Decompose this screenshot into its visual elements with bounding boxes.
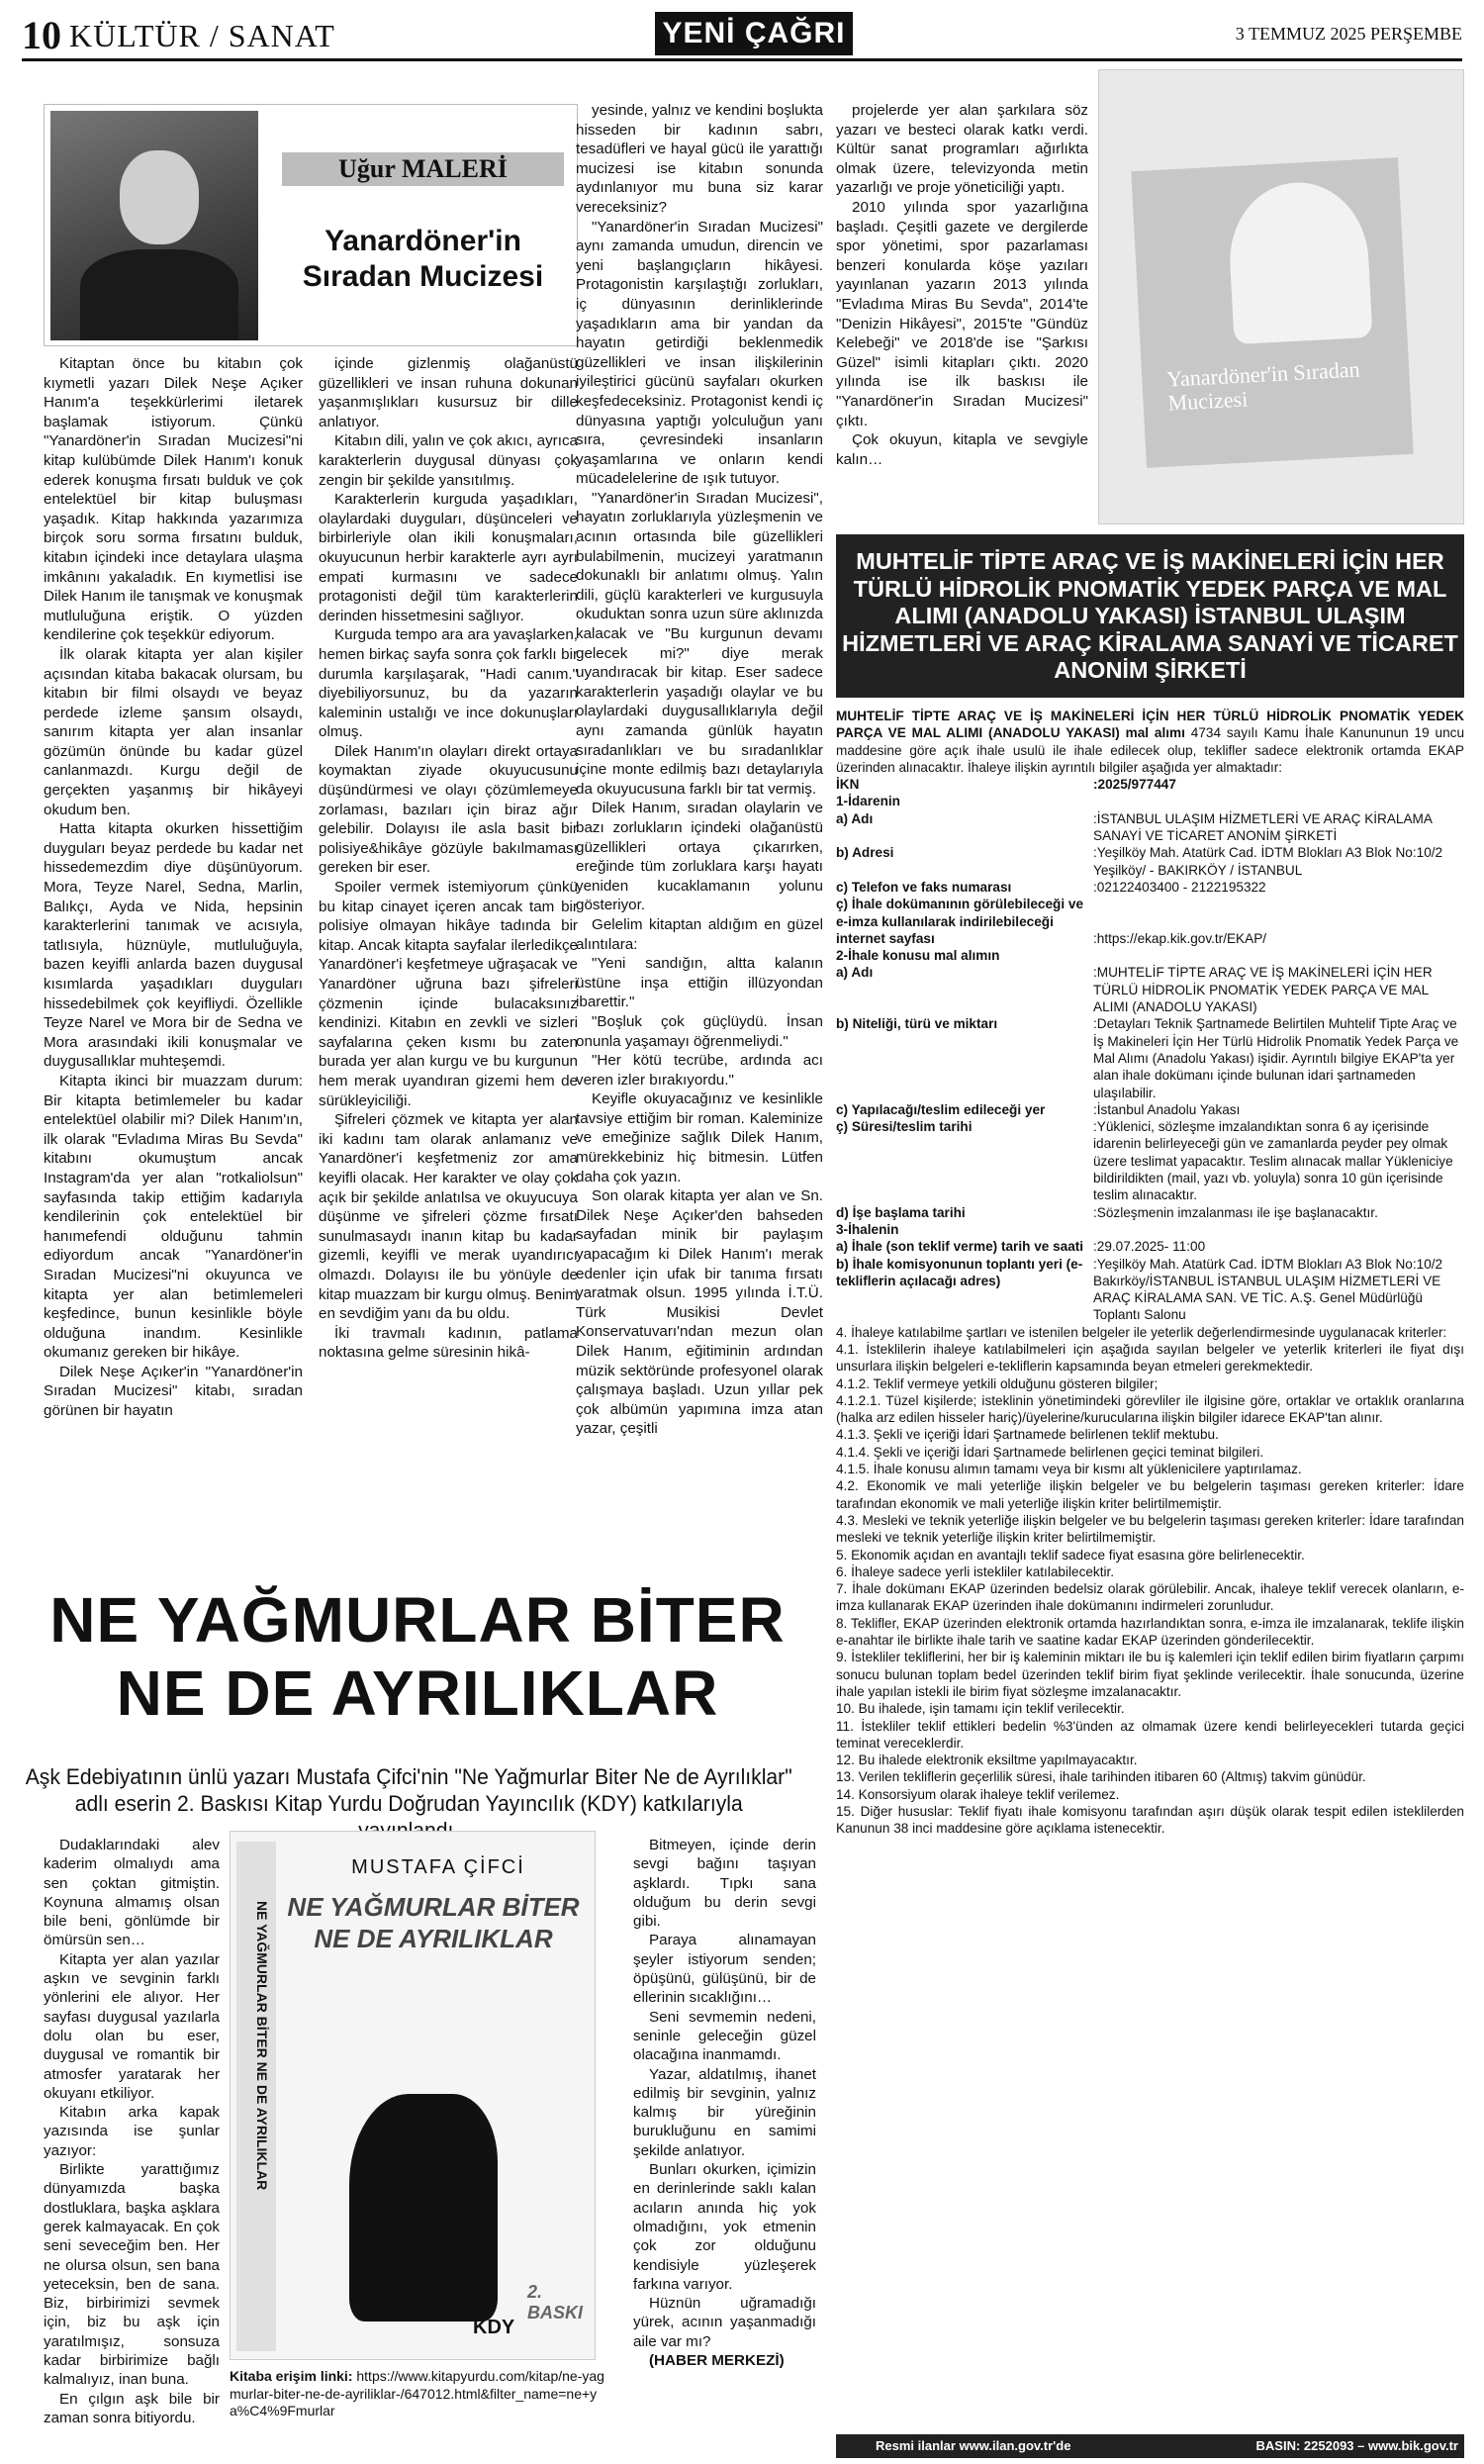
paragraph: projelerde yer alan şarkılara söz yazarı ve besteci olarak katkı verdi. Kültür sanat programları ağırlıkta olmak üzere, televizyonda metin yazarlığı ve proje yöneticiliği yaptı. bbox=[836, 102, 1088, 197]
ad-section: 3-İhalenin bbox=[836, 1221, 899, 1237]
image-caption bbox=[230, 2368, 605, 2420]
ad-body bbox=[836, 708, 1464, 1838]
caption-link[interactable]: https://www.kitapyurdu.com/kitap/ne-yagmurlar-biter-ne-de-ayriliklar-/647012.html&filter_name=ne+ya%C4%9Fmurlar bbox=[230, 2368, 604, 2418]
ad-value: :2025/977447 bbox=[1093, 777, 1176, 793]
paragraph: Kitabın arka kapak yazısında ise şunlar yazıyor: bbox=[44, 2104, 220, 2159]
ad-value: :Yüklenici, sözleşme imzalandıktan sonra 6 ay içerisinde idarenin belirleyeceği gün ve zamanlarda peyder pey olmak üzere teslimat yapacaktır. Teslim alınacak mallar Yükleniciye bildirildikten (mail, yazı vb. yoluyla) sonra 10 gün içerisinde teslim alınacaktır. bbox=[1093, 1119, 1453, 1203]
paragraph: Seni sevmemin nedeni, seninle geleceğin güzel olacağına inanmamdı. bbox=[633, 2008, 816, 2064]
ad-clause: 13. Verilen tekliflerin geçerlilik süresi, ihale tarihinden itibaren 60 (Altmış) takvim günüdür. bbox=[836, 1769, 1366, 1785]
paragraph: En çılgın aşk bile bir zaman sonra bitiyordu. bbox=[44, 2390, 220, 2426]
book-cover-title: NE YAĞMURLAR BİTER NE DE AYRILIKLAR bbox=[287, 1892, 580, 1953]
paragraph: Son olarak kitapta yer alan ve Sn. Dilek Neşe Açıker'den bahseden sayfadan minik bir paylaşım yapacağım ki Dilek Hanım'ı merak edenler için ufak bir tanıma fırsatı yaratmak olsun. 1995 yılında İ.T.Ü. Türk Musikisi Devlet Konservatuvarı'ndan mezun olan Dilek Hanım, eğitiminin ardından müzik sektöründe profesyonel olarak çalışmaya başladı. Uzun yıllar pek çok albümün yapımına imza atan yazar, çeşitli bbox=[576, 1187, 823, 1438]
book-cover-image bbox=[230, 1831, 596, 2360]
book-cover-edition: 2. BASKI bbox=[527, 2282, 584, 2322]
paragraph: Şifreleri çözmek ve kitapta yer alan iki kadını tam olarak anlamanız ve Yanardöner'i keşfetmeniz zor ama keyifli olacak. Her karakter ve olay çok açık bir şekilde anlatılsa ve okuyucuya düşünme ve şifreleri çözme fırsatı sunulmasaydı inanın kitap bu kadar gizemli, keyifli ve merak uyandırıcı olmazdı. Dolayısı ile bu yönüyle de kitap muazzam bir kurgu olmuş. Benim en sevdiğim yanı da bu oldu. bbox=[319, 1111, 578, 1323]
ad-intro-bold: MUHTELİF TİPTE ARAÇ VE İŞ MAKİNELERİ İÇİN HER TÜRLÜ HİDROLİK PNOMATİK YEDEK PARÇA VE MAL ALIMI (ANADOLU YAKASI) mal alımı bbox=[836, 709, 1464, 741]
paragraph: Kitaptan önce bu kitabın çok kıymetli yazarı Dilek Neşe Açıker Hanım'a teşekkürlerimi iletarek başlamak istiyorum. Çünkü "Yanardöner'in Sıradan Mucizesi"ni kitap kulübümde Dilek Hanım'ı konuk ederek konuşma fırsatı bulduk ve çok entelektüel bir kitap buluşması yaşadık. Kitap hakkında yazarımıza birçok soru sorma fırsatını bulduk, kitabın içindeki ince detaylara ulaşma imkânını yakaladık. En kıymetlisi ise Dilek Hanım ile tanışmak ve konuşmak mutluluğuna eriştik. O yüzden kendilerine çok teşekkür ediyorum. bbox=[44, 355, 303, 644]
paragraph: Kitapta yer alan yazılar aşkın ve sevginin farklı yönlerini ele alıyor. Her sayfası duygusal yazılarla dolu olan bu eser, duygusal ve romantik bir atmosfer yaratarak her okuyanı etkiliyor. bbox=[44, 1950, 220, 2102]
paragraph: içinde gizlenmiş olağanüstü güzellikleri ve insan ruhuna dokunan yaşanmışlıkları kusursuz bir dille anlatıyor. bbox=[319, 355, 578, 430]
book-cover-publisher: KDY bbox=[473, 2317, 515, 2338]
ad-clause: 4.2. Ekonomik ve mali yeterliğe ilişkin belgeler ve bu belgelerin taşıması gereken kriterler: İdare tarafından ekonomik ve mali yeterliğe ilişkin kriter belirtilmemiştir. bbox=[836, 1478, 1464, 1511]
ad-value: :İstanbul Anadolu Yakası bbox=[1093, 1101, 1241, 1117]
ad-value: :Yeşilköy Mah. Atatürk Cad. İDTM Blokları A3 Blok No:10/2 Yeşilköy/ - BAKIRKÖY / İSTANBUL bbox=[1093, 845, 1443, 878]
ad-clause: 5. Ekonomik açıdan en avantajlı teklif sadece fiyat esasına göre belirlenecektir. bbox=[836, 1547, 1305, 1563]
book-cover-title: Yanardöner'in Sıradan Mucizesi bbox=[1165, 356, 1361, 416]
ad-clause: 9. İstekliler tekliflerini, her bir iş kaleminin miktarı ile bu iş kalemleri için teklif edilen birim fiyatların çarpımı sonucu bulunan toplam bedel üzerinden teklif birim fiyat şeklinde verilecektir. İhale sonucunda, üzerine ihale yapılan istekli ile birim fiyat sözleşme imzalanacaktır. bbox=[836, 1650, 1464, 1699]
paragraph: Kurguda tempo ara ara yavaşlarken, hemen birkaç sayfa sonra çok farklı bir durumla karşılaşarak, "Hadi canım." diyebiliyorsunuz, bu da yazarın kaleminin ustalığı ve ince dokunuşları olmuş. bbox=[319, 626, 578, 741]
section-name: KÜLTÜR / SANAT bbox=[69, 18, 335, 53]
ad-clause: 4.1. İsteklilerin ihaleye katılabilmeleri için aşağıda sayılan belgeler ve yeterlik kriterleri ile fiyat dışı unsurlara ilişkin belgeleri e-tekliflerin kapsamında beyan etmeleri gerekmektedir. bbox=[836, 1341, 1464, 1374]
paragraph: Bitmeyen, içinde derin sevgi bağını taşıyan aşklardı. Tıpkı sana olduğum bu derin sevgi gibi. bbox=[633, 1837, 816, 1931]
article-text-left bbox=[44, 1836, 220, 2427]
quote: "Her kötü tecrübe, ardında acı veren izler bırakıyordu." bbox=[576, 1052, 823, 1089]
ad-clause: 4.1.5. İhale konusu alımın tamamı veya bir kısmı alt yüklenicilere yaptırılamaz. bbox=[836, 1462, 1302, 1477]
ad-label: b) Niteliği, türü ve miktarı bbox=[836, 1016, 998, 1032]
ad-clause: 11. İstekliler teklif ettikleri bedelin %3'ünden az olmamak üzere kendi belirleyecekleri tutarda geçici teminat vereceklerdir. bbox=[836, 1718, 1464, 1751]
ad-clause: 7. İhale dokümanı EKAP üzerinden bedelsiz olarak görülebilir. Ancak, ihaleye teklif verecek olanların, e-imza kullanarak EKAP üzerinden ihale dokümanını indirmeleri zorunludur. bbox=[836, 1581, 1464, 1614]
ad-value: :https://ekap.kik.gov.tr/EKAP/ bbox=[1093, 930, 1267, 946]
article-source: (HABER MERKEZİ) bbox=[649, 2352, 785, 2370]
paragraph: "Yanardöner'in Sıradan Mucizesi" aynı zamanda umudun, direncin ve yeni başlangıçların hikâyesi. Protagonistin karşılaştığı zorlukları, iç dünyasının derinliklerinde yaşadıkların ama bir yandan da hayatın getirdiği beklenmedik güzellikleri ve insan ilişkilerinin iyileştirici gücünü sayfaları okurken keşfedeceksiniz. Protagonist kendi iç dünyasına yaptığı yolculuğun yanı sıra, çevresindeki insanların yaşamlarına ve onların kendi mücadelelerine de ışık tutuyor. bbox=[576, 218, 823, 488]
ad-heading: MUHTELİF TİPTE ARAÇ VE İŞ MAKİNELERİ İÇİN HER TÜRLÜ HİDROLİK PNOMATİK YEDEK PARÇA VE MAL ALIMI (ANADOLU YAKASI) İSTANBUL ULAŞIM HİZMETLERİ VE ARAÇ KİRALAMA SANAYİ VE TİCARET ANONİM ŞİRKETİ bbox=[836, 534, 1464, 698]
column-text-2 bbox=[319, 354, 578, 1363]
book-cover-author: MUSTAFA ÇİFCİ bbox=[351, 1856, 525, 1878]
ad-clause: 4.1.3. Şekli ve içeriği İdari Şartnamede belirlenen teklif mektubu. bbox=[836, 1427, 1219, 1443]
ad-label: b) İhale komisyonunun toplantı yeri (e-tekliflerin açılacağı adres) bbox=[836, 1256, 1083, 1288]
page-number: 10 bbox=[22, 13, 61, 57]
ad-label: İKN bbox=[836, 777, 860, 793]
ad-label: c) Yapılacağı/teslim edileceği yer bbox=[836, 1101, 1046, 1117]
author-box bbox=[44, 104, 578, 346]
ad-clause: 12. Bu ihalede elektronik eksiltme yapılmayacaktır. bbox=[836, 1753, 1138, 1768]
paragraph: Hüznün uğramadığı yürek, acının yaşanmadığı aile var mı? bbox=[633, 2295, 816, 2350]
ad-label: ç) İhale dokümanının görülebileceği ve e-imza kullanılarak indirilebileceği internet sayfası bbox=[836, 897, 1084, 946]
paragraph: Paraya alınamayan şeyler istiyorum senden; öpüşünü, gülüşünü, bir de ellerinin sıcaklığını… bbox=[633, 1932, 816, 2007]
ad-value: :MUHTELİF TİPTE ARAÇ VE İŞ MAKİNELERİ İÇİN HER TÜRLÜ HİDROLİK PNOMATİK YEDEK PARÇA VE MAL ALIMI (ANADOLU YAKASI) bbox=[1093, 965, 1433, 1015]
ad-intro: 4734 sayılı Kamu İhale Kanununun 19 uncu maddesine göre açık ihale usulü ile ihale edilecek olup, teklifler sadece elektronik ortamda EKAP üzerinden alınacaktır. İhaleye ilişkin ayrıntılı bilgiler aşağıda yer almaktadır: bbox=[836, 725, 1465, 775]
issue-date: 3 TEMMUZ 2025 PERŞEMBE bbox=[1235, 24, 1462, 44]
ad-label: b) Adresi bbox=[836, 845, 894, 861]
ad-clause: 6. İhaleye sadece yerli istekliler katılabilecektir. bbox=[836, 1564, 1115, 1579]
paragraph: Birlikte yarattığımız dünyamızda başka dostluklara, başka aşklara gerek kalmayacak. En çok seni seveceğim ben. Her ne olursa olsun, sen bana yeteceksin, ben de sana. Biz, birbirimizi sevmek için, biz bu aşk için yaratılmışız, sonsuza kadar birbirimize bağlı kalmalıyız, inan buna. bbox=[44, 2161, 220, 2389]
caption-label: Kitaba erişim linki: bbox=[230, 2368, 353, 2384]
ad-label: a) Adı bbox=[836, 965, 874, 981]
paragraph: Gelelim kitaptan aldığım en güzel alıntılara: bbox=[576, 915, 823, 953]
ad-footer-right: BASIN: 2252093 – www.bik.gov.tr bbox=[1255, 2438, 1458, 2453]
ad-clause: 4.1.2. Teklif vermeye yetkili olduğunu gösteren bilgiler; bbox=[836, 1375, 1159, 1391]
ad-footer-left: Resmi ilanlar www.ilan.gov.tr'de bbox=[876, 2438, 1071, 2453]
page-header bbox=[22, 12, 1462, 61]
paragraph: Kitapta ikinci bir muazzam durum: Bir kitapta betimlemeler bu kadar entelektüel olabilir mi? Dilek Hanım'ın, ilk olarak "Evladıma Miras Bu Sevda" kitabını okumuştum ancak Instagram'da yer alan "rotkaliolsun" sayfasında takip ettiğim kadarıyla kendilerinin çok entelektüel bir hanımefendi olduğunu tahmin ediyordum ancak "Yanardöner'in Sıradan Mucizesi"ni okuyunca ve kitapta yer alan betimlemeleri keşfedince, bunun kesinlikle böyle olduğuna inandım. Kesinlikle okumanız gereken bir hikâye. bbox=[44, 1072, 303, 1362]
article-headline: NE YAĞMURLAR BİTER NE DE AYRILIKLAR bbox=[49, 1584, 786, 1729]
article-text-right bbox=[633, 1836, 816, 2370]
paragraph: Hatta kitapta okurken hissettiğim duyguları beyaz perdede bu kadar net hissedemezdim diye düşünüyorum. Mora, Teyze Narel, Sedna, Marlin, Balıkçı, Ayda ve Nida, hepsinin karakterlerini tanımak ve acısıyla, tatlısıyla, hüznüyle, mutluluğuyla, bazen keyifli anlarda bazen duygusal kısımlarda yaşadıkları duyguları hissedebilmek çok keyifliydi. Özellikle Teyze Narel ve Mora bir de Sedna ve Mora arasındaki ikili konuşmalar ve duygusallıklar muhteşemdi. bbox=[44, 820, 303, 1071]
ad-clause: 10. Bu ihalede, işin tamamı için teklif verilecektir. bbox=[836, 1701, 1125, 1717]
quote: "Boşluk çok güçlüydü. İnsan onunla yaşamayı öğrenmeliydi." bbox=[576, 1012, 823, 1050]
ad-clause: 4.3. Mesleki ve teknik yeterliğe ilişkin belgeler ve bu belgelerin taşıması gereken kriterler: İdare tarafından mesleki ve teknik yeterliğe ilişkin kriter belirtilmemiştir. bbox=[836, 1512, 1464, 1546]
paragraph: Çok okuyun, kitapla ve sevgiyle kalın… bbox=[836, 431, 1088, 468]
paragraph: İki travmalı kadının, patlama noktasına gelme süresinin hikâ- bbox=[319, 1324, 578, 1362]
ad-clause: 14. Konsorsiyum olarak ihaleye teklif verilemez. bbox=[836, 1786, 1120, 1802]
ad-value: :Sözleşmenin imzalanması ile işe başlanacaktır. bbox=[1093, 1204, 1378, 1220]
paragraph: Dilek Neşe Açıker'in "Yanardöner'in Sıradan Mucizesi" kitabı, sıradan görünen bir hayatın bbox=[44, 1363, 303, 1420]
ad-label: c) Telefon ve faks numarası bbox=[836, 879, 1012, 895]
book-spine-title: NE YAĞMURLAR BİTER NE DE AYRILIKLAR bbox=[254, 1901, 270, 2191]
paragraph: Kitabın dili, yalın ve çok akıcı, ayrıca karakterlerin duygusal dünyası çok zengin bir şekilde yansıtılmış. bbox=[319, 432, 578, 489]
ad-section: 1-İdarenin bbox=[836, 794, 900, 809]
paragraph: Bunları okurken, içimizin en derinlerinde saklı kalan acıların anında hiç yok olmadığını, yok etmenin çok zor olduğunu kendisiyle yüzleşerek farkına varıyor. bbox=[633, 2161, 816, 2293]
ad-clause: 4.1.4. Şekli ve içeriği İdari Şartnamede belirlenen geçici teminat bilgileri. bbox=[836, 1444, 1264, 1460]
paragraph: Dudaklarındaki alev kaderim olmalıydı ama sen çoktan gitmiştin. Koynuna almamış olsan bile beni, gönlümde bir ömürsün sen… bbox=[44, 1837, 220, 1949]
column-text-4 bbox=[836, 101, 1088, 469]
paragraph: İlk olarak kitapta yer alan kişiler açısından kitaba bakacak olursam, bu kitabın bir filmi olsaydı ve beyaz perdede izleme şansım olsaydı, sanırım kitapta yer alan insanlar gözümün önünde bu kadar güzel canlanmazdı. Kurgu değil de gerçekten yaşanmış bir hikâyeyi okudum ben. bbox=[44, 645, 303, 818]
paragraph: yesinde, yalnız ve kendini boşlukta hisseden bir kadının sabrı, tesadüfleri ve hayal gücü ile yarattığı mucizesi ise kitabın sonunda aydınlanıyor mu buna siz karar vereceksiniz? bbox=[576, 102, 823, 216]
paragraph: Karakterlerin kurguda yaşadıkları, olaylardaki duyguları, düşünceleri ve birbirleriyle olan ikili konuşmaları, okuyucunun herbir karakterle ayrı ayrı empati kurmasını ve sadece protagonisti değil tüm karakterlerin derinden hissetmesini sağlıyor. bbox=[319, 491, 578, 624]
article-subhead: Aşk Edebiyatının ünlü yazarı Mustafa Çifci'nin "Ne Yağmurlar Biter Ne de Ayrılıklar" adlı eserin 2. Baskısı Kitap Yurdu Doğrudan Yayıncılık (KDY) katkılarıyla bbox=[25, 1764, 792, 1816]
ad-label: d) İşe başlama tarihi bbox=[836, 1204, 966, 1220]
quote: "Yeni sandığın, altta kalanın üstüne inşa ettiğin illüzyondan ibarettir." bbox=[576, 955, 823, 1011]
column-title: Yanardöner'in Sıradan Mucizesi bbox=[302, 225, 544, 293]
ad-value: :Detayları Teknik Şartnamede Belirtilen Muhtelif Tipte Araç ve İş Makineleri İçin Her Türlü Hidrolik Pnomatik Yedek Parça ve Mal Alımı (Anadolu Yakası) işidir. Ayrıntılı bilgiye EKAP'ta yer alan ihale dokümanı içinde bulunan idari şartnameden ulaşılabilir. bbox=[1093, 1016, 1459, 1100]
paragraph: Yazar, aldatılmış, ihanet edilmiş bir sevginin, yalnız kalmış bir yüreğinin burukluğunu en samimi şekilde anlatıyor. bbox=[633, 2065, 816, 2159]
paragraph: Keyifle okuyacağınız ve kesinlikle tavsiye ettiğim bir roman. Kaleminize ve emeğinize sağlık Dilek Hanım, mürekkebiniz hiç bitmesin. Lütfen daha çok yazın. bbox=[576, 1090, 823, 1185]
ad-value: :29.07.2025- 11:00 bbox=[1093, 1239, 1206, 1255]
ad-clause: 4. İhaleye katılabilme şartları ve istenilen belgeler ile yeterlik değerlendirmesinde uygulanacak kriterler: bbox=[836, 1324, 1447, 1340]
ad-value: :02122403400 - 2122195322 bbox=[1093, 879, 1266, 895]
newspaper-logo: YENİ ÇAĞRI bbox=[655, 12, 853, 55]
paragraph: 2010 yılında spor yazarlığına başladı. Çeşitli gazete ve dergilerde spor yönetimi, spor pazarlaması benzeri konularda köşe yazıları yayınlanan yazarın 2013 yılında "Evladıma Miras Bu Sevda", 2014'te "Denizin Hikâyesi", 2015'te "Gündüz Kelebeği" ve 2018'de ise "Şarkısı Güzel" isimli kitapları çıktı. 2020 yılında ise ilk baskısı ile "Yanardöner'in Sıradan Mucizesi" çıktı. bbox=[836, 198, 1088, 429]
paragraph: Dilek Hanım'ın olayları direkt ortaya koymaktan ziyade okuyucusunu düşündürmesi ve olayı çözümlemeye zorlaması, bazıları için biraz ağır gelebilir. Dolayısı ile asla basit bir polisiye&hikâye gözüyle bakılmaması gereken bir eser. bbox=[319, 742, 578, 877]
ad-clause: 4.1.2.1. Tüzel kişilerde; isteklinin yönetimindeki görevliler ile ilgisine göre, ortaklar ve ortaklık oranlarına (halka arz edilen hisseler hariç)/üyelerine/kurucularına ilişkin bilgiler idarece EKAP'tan alınır. bbox=[836, 1392, 1464, 1426]
ad-label: a) Adı bbox=[836, 810, 874, 826]
ad-label: ç) Süresi/teslim tarihi bbox=[836, 1119, 973, 1135]
column-text-3 bbox=[576, 101, 823, 1439]
ad-clause: 8. Teklifler, EKAP üzerinden elektronik ortamda hazırlandıktan sonra, e-imza ile imzalanarak, teklife ilişkin e-anahtar ile birlikte ihale tarih ve saatine kadar EKAP üzerinden gönderilecektir. bbox=[836, 1615, 1464, 1649]
ad-footer bbox=[836, 2434, 1464, 2458]
paragraph: Spoiler vermek istemiyorum çünkü bu kitap cinayet içeren ancak tam bir polisiye olmayan hikâye tadında bir kitap. Ancak kitapta sayfalar ilerledikçe Yanardöner'i keşfetmeye uğraşacak ve Yanardöner uğruna bazı şifreleri çözmenin içinde bulacaksınız kendinizi. Kitabın en zevkli ve sizleri sayfalarına çeken kısmı bu zaten burada yer alan kurgu ve bu kurgunun hem merak uyandıran gizemi hem de sürükleyiciliği. bbox=[319, 879, 578, 1109]
ad-value: :İSTANBUL ULAŞIM HİZMETLERİ VE ARAÇ KİRALAMA SANAYİ VE TİCARET ANONİM ŞİRKETİ bbox=[1093, 810, 1433, 844]
ad-clause: 15. Diğer hususlar: Teklif fiyatı ihale komisyonu tarafından aşırı düşük olarak tespit edilen isteklilerden Kanunun 38 inci maddesine göre açıklama istenecektir. bbox=[836, 1804, 1464, 1837]
book-cover-image bbox=[1098, 69, 1464, 524]
column-text-1 bbox=[44, 354, 303, 1421]
author-name: Uğur MALERİ bbox=[282, 152, 564, 186]
author-photo bbox=[50, 111, 258, 340]
ad-label: a) İhale (son teklif verme) tarih ve saati bbox=[836, 1239, 1084, 1255]
paragraph: Dilek Hanım, sıradan olaylarin ve bazı zorlukların içindeki olağanüstü güzellikleri ortaya çıkarırken, ereğinde tüm zorluklara karşı hayatı yeniden kucaklamanın yolunu gösteriyor. bbox=[576, 800, 823, 914]
ad-section: 2-İhale konusu mal alımın bbox=[836, 948, 1000, 964]
ad-value: :Yeşilköy Mah. Atatürk Cad. İDTM Blokları A3 Blok No:10/2 Bakırköy/İSTANBUL İSTANBUL ULAŞIM HİZMETLERİ VE ARAÇ KİRALAMA SAN. VE TİC. A.Ş. Genel Müdürlüğü Toplantı Salonu bbox=[1093, 1256, 1443, 1323]
paragraph: "Yanardöner'in Sıradan Mucizesi", hayatın zorluklarıyla yüzleşmenin ve acının ortasında bile güzellikleri bulabilmenin, mucizeyi yaratmanın dokunaklı bir anlatımı olmuş. Yalın dili, güçlü karakterleri ve kurgusuyla okuduktan sonra uzun süre aklınızda kalacak ve "Bu kurgunun devamı gelecek mi?" diye merak uyandıracak bir kitap. Eser sadece karakterlerin yaşadığı olaylar ve bu olaylardaki duygusallıklarıyla değil aynı zamanda günlük hayatın sıradanlıkları ve bu sıradanlıklar içine monte edilmiş bazı detaylarıyla da okuyucusuna farklı bir tat vermiş. bbox=[576, 489, 823, 798]
